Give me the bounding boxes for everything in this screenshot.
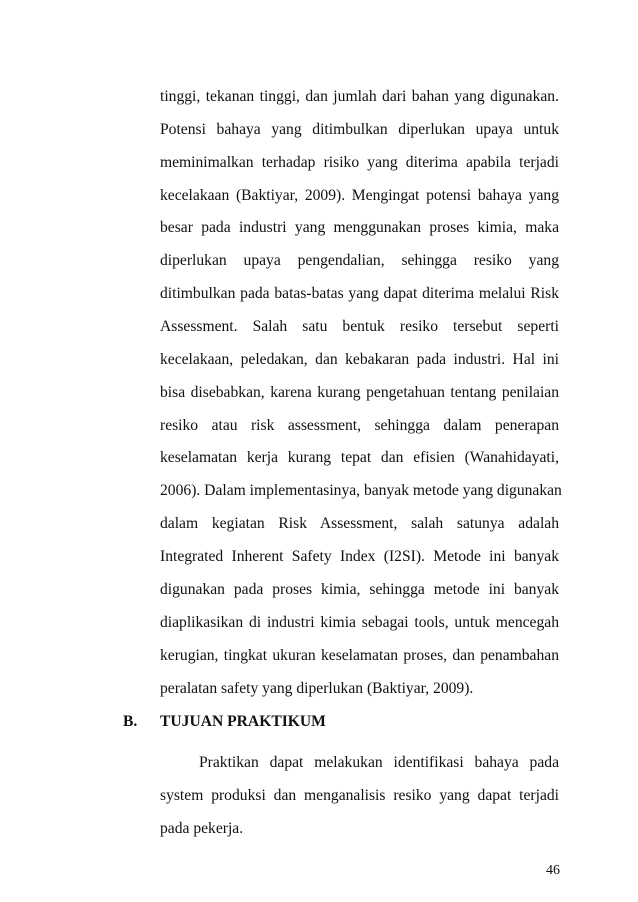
paragraph-line: pada pekerja. bbox=[160, 820, 244, 837]
paragraph-line: kecelakaan (Baktiyar, 2009). Mengingat potensi bahaya yang bbox=[160, 187, 559, 204]
paragraph-line: system produksi dan menganalisis resiko yang dapat terjadi bbox=[160, 787, 559, 804]
section-heading bbox=[123, 712, 326, 732]
paragraph-line: Potensi bahaya yang ditimbulkan diperlukan upaya untuk bbox=[160, 121, 559, 138]
paragraph-line: keselamatan kerja kurang tepat dan efisien (Wanahidayati, bbox=[160, 449, 559, 466]
paragraph-line: Praktikan dapat melakukan identifikasi bahaya pada bbox=[199, 754, 559, 771]
section-letter: B. bbox=[123, 713, 138, 730]
paragraph-line: peralatan safety yang diperlukan (Baktiyar, 2009). bbox=[160, 680, 474, 697]
paragraph-line: 2006). Dalam implementasinya, banyak metode yang digunakan bbox=[160, 482, 562, 499]
section-title: TUJUAN PRAKTIKUM bbox=[160, 713, 326, 730]
paragraph-line: kerugian, tingkat ukuran keselamatan proses, dan penambahan bbox=[160, 647, 559, 664]
paragraph-line: meminimalkan terhadap risiko yang diterima apabila terjadi bbox=[160, 154, 559, 171]
paragraph-line: Integrated Inherent Safety Index (I2SI). Metode ini banyak bbox=[160, 548, 559, 565]
paragraph-line: tinggi, tekanan tinggi, dan jumlah dari bahan yang digunakan. bbox=[160, 88, 559, 105]
paragraph-line: diperlukan upaya pengendalian, sehingga resiko yang bbox=[160, 252, 559, 269]
paragraph-line: dalam kegiatan Risk Assessment, salah satunya adalah bbox=[160, 515, 559, 532]
paragraph-line: diaplikasikan di industri kimia sebagai tools, untuk mencegah bbox=[160, 614, 559, 631]
paragraph-line: digunakan pada proses kimia, sehingga metode ini banyak bbox=[160, 581, 559, 598]
paragraph-line: ditimbulkan pada batas-batas yang dapat diterima melalui Risk bbox=[160, 285, 559, 302]
paragraph-line: Assessment. Salah satu bentuk resiko tersebut seperti bbox=[160, 318, 559, 335]
paragraph-line: resiko atau risk assessment, sehingga dalam penerapan bbox=[160, 417, 559, 434]
paragraph-line: kecelakaan, peledakan, dan kebakaran pada industri. Hal ini bbox=[160, 351, 559, 368]
page-number: 46 bbox=[546, 863, 560, 878]
paragraph-line: bisa disebabkan, karena kurang pengetahuan tentang penilaian bbox=[160, 384, 559, 401]
paragraph-line: besar pada industri yang menggunakan proses kimia, maka bbox=[160, 219, 559, 236]
